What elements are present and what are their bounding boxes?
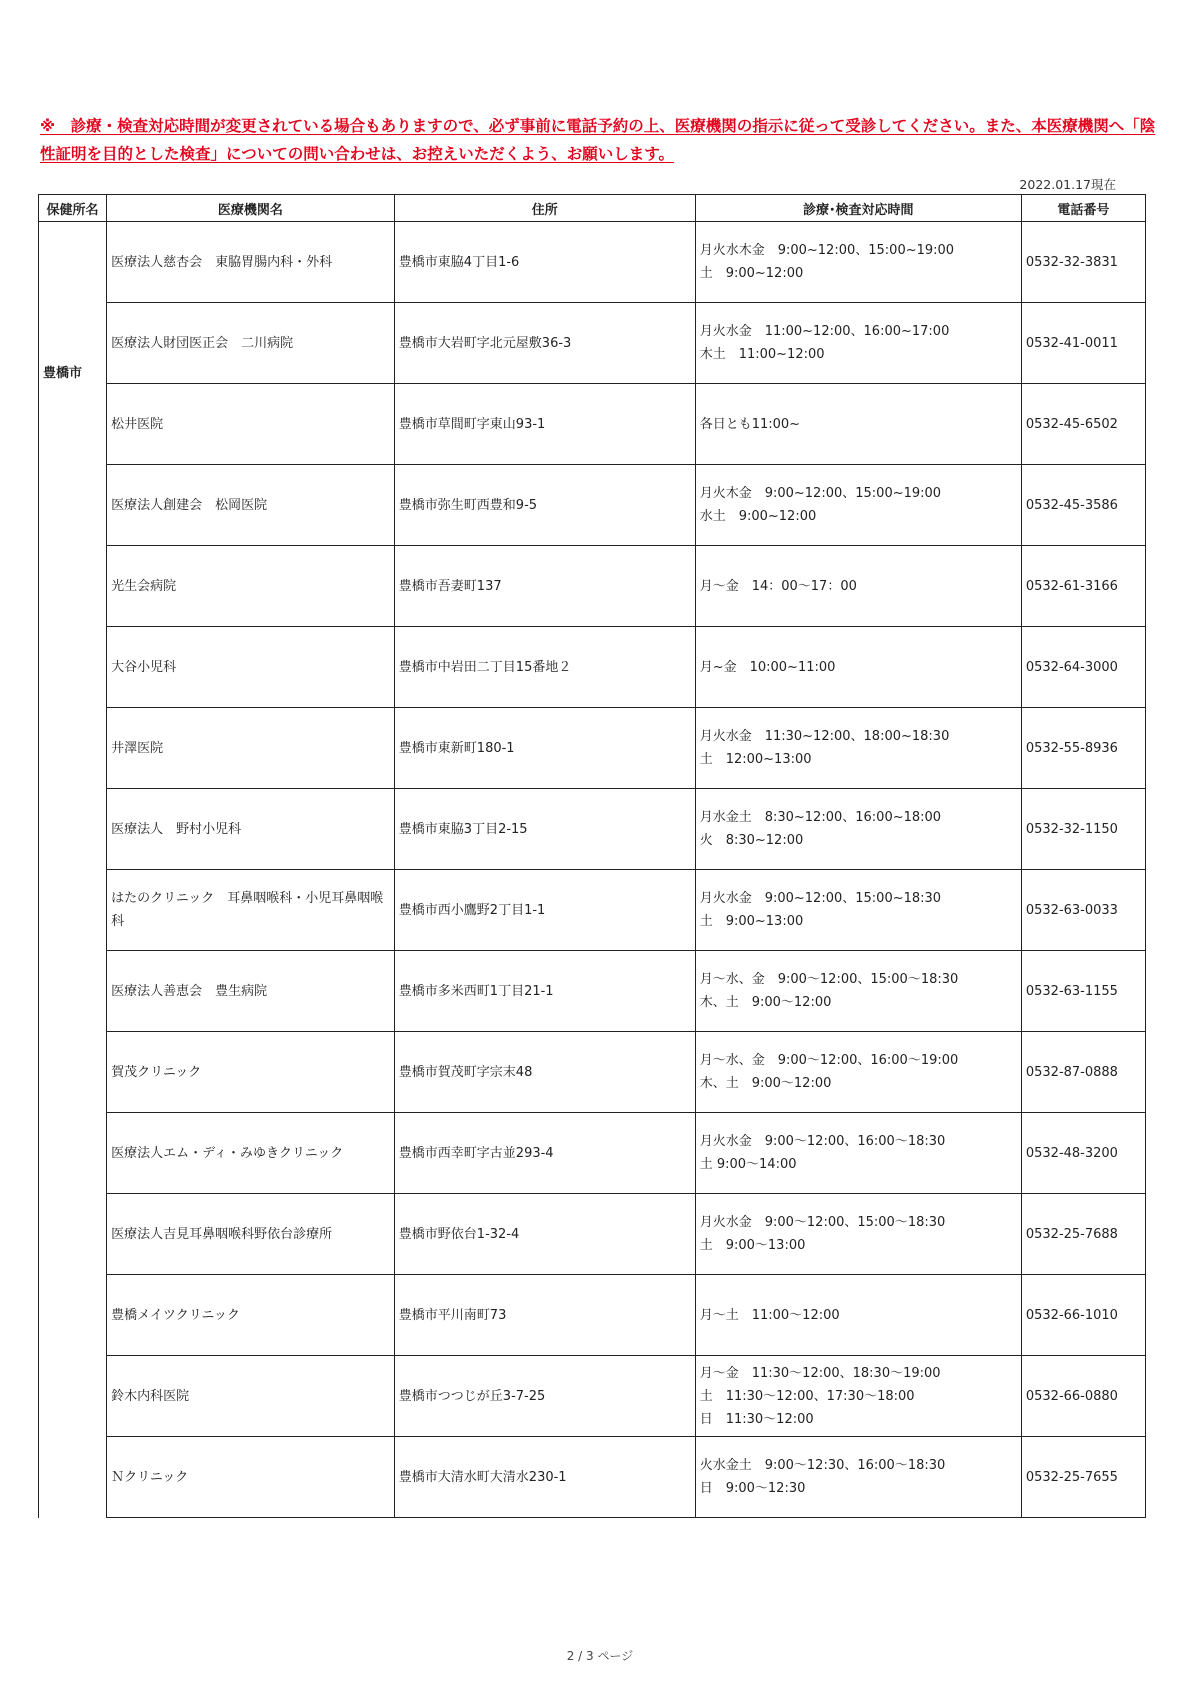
as-of-date: 2022.01.17現在 [1019, 177, 1116, 192]
table-row [39, 951, 1146, 1032]
address-cell: 豊橋市東新町180-1 [394, 708, 695, 789]
hours-cell: 月～水、金 9:00～12:00、16:00～19:00 木、土 9:00～12:00 [695, 1032, 1021, 1113]
phone-cell: 0532-41-0011 [1021, 303, 1145, 384]
address-cell: 豊橋市つつじが丘3-7-25 [394, 1356, 695, 1437]
address-cell: 豊橋市大岩町字北元屋敷36-3 [394, 303, 695, 384]
address-cell: 豊橋市草間町字東山93-1 [394, 384, 695, 465]
phone-cell: 0532-87-0888 [1021, 1032, 1145, 1113]
table-row [39, 1113, 1146, 1194]
address-cell: 豊橋市吾妻町137 [394, 546, 695, 627]
phone-cell: 0532-32-1150 [1021, 789, 1145, 870]
institution-name-cell: 医療法人善恵会 豊生病院 [107, 951, 395, 1032]
hours-cell: 月～土 11:00～12:00 [695, 1275, 1021, 1356]
phone-cell: 0532-55-8936 [1021, 708, 1145, 789]
phone-cell: 0532-45-3586 [1021, 465, 1145, 546]
table-row [39, 384, 1146, 465]
table-body [39, 222, 1146, 1518]
column-header-institution: 医療機関名 [107, 195, 395, 222]
institution-name-cell: Ｎクリニック [107, 1437, 395, 1518]
hours-cell: 月火水金 9:00～12:00、15:00～18:30 土 9:00～13:00 [695, 1194, 1021, 1275]
institution-name-cell: 豊橋メイツクリニック [107, 1275, 395, 1356]
address-cell: 豊橋市西小鷹野2丁目1-1 [394, 870, 695, 951]
clinic-table [38, 194, 1146, 1518]
hours-cell: 月火水金 9:00~12:00、15:00~18:30 土 9:00~13:00 [695, 870, 1021, 951]
phone-cell: 0532-25-7655 [1021, 1437, 1145, 1518]
institution-name-cell: 医療法人慈杏会 東脇胃腸内科・外科 [107, 222, 395, 303]
hours-cell: 月～金 14：00～17：00 [695, 546, 1021, 627]
institution-name-cell: 医療法人エム・ディ・みゆきクリニック [107, 1113, 395, 1194]
table-row [39, 1275, 1146, 1356]
table-row [39, 1194, 1146, 1275]
column-header-hours: 診療･検査対応時間 [695, 195, 1021, 222]
phone-cell: 0532-25-7688 [1021, 1194, 1145, 1275]
address-cell: 豊橋市東脇3丁目2-15 [394, 789, 695, 870]
hours-cell: 月火水金 11:00~12:00、16:00~17:00 木土 11:00~12:00 [695, 303, 1021, 384]
institution-name-cell: 松井医院 [107, 384, 395, 465]
address-cell: 豊橋市西幸町字古並293-4 [394, 1113, 695, 1194]
column-header-phone: 電話番号 [1021, 195, 1145, 222]
address-cell: 豊橋市弥生町西豊和9-5 [394, 465, 695, 546]
table-header-row [39, 195, 1146, 222]
phone-cell: 0532-32-3831 [1021, 222, 1145, 303]
address-cell: 豊橋市多米西町1丁目21-1 [394, 951, 695, 1032]
table-row [39, 303, 1146, 384]
institution-name-cell: 鈴木内科医院 [107, 1356, 395, 1437]
hours-cell: 月火水金 11:30~12:00、18:00~18:30 土 12:00~13:00 [695, 708, 1021, 789]
phone-cell: 0532-61-3166 [1021, 546, 1145, 627]
table-row [39, 627, 1146, 708]
institution-name-cell: 井澤医院 [107, 708, 395, 789]
notice-text: ※ 診療・検査対応時間が変更されている場合もありますので、必ず事前に電話予約の上、医療機関の指示に従って受診してください。また、本医療機関へ「陰性証明を目的とした検査」についての問い合わせは、お控えいただくよう、お願いします。 [40, 117, 1156, 163]
table-row [39, 1356, 1146, 1437]
institution-name-cell: はたのクリニック 耳鼻咽喉科・小児耳鼻咽喉科 [107, 870, 395, 951]
phone-cell: 0532-66-0880 [1021, 1356, 1145, 1437]
institution-name-cell: 医療法人創建会 松岡医院 [107, 465, 395, 546]
table-row [39, 870, 1146, 951]
column-header-health-center: 保健所名 [39, 195, 107, 222]
table-row [39, 222, 1146, 303]
hours-cell: 月~金 10:00~11:00 [695, 627, 1021, 708]
phone-cell: 0532-63-1155 [1021, 951, 1145, 1032]
hours-cell: 月～金 11:30～12:00、18:30～19:00 土 11:30～12:00、17:30～18:00 日 11:30～12:00 [695, 1356, 1021, 1437]
institution-name-cell: 医療法人 野村小児科 [107, 789, 395, 870]
health-center-cell: 豊橋市 [39, 222, 107, 1518]
institution-name-cell: 賀茂クリニック [107, 1032, 395, 1113]
hours-cell: 月火水金 9:00～12:00、16:00～18:30 土 9:00～14:00 [695, 1113, 1021, 1194]
hours-cell: 月～水、金 9:00～12:00、15:00～18:30 木、土 9:00～12:00 [695, 951, 1021, 1032]
address-cell: 豊橋市野依台1-32-4 [394, 1194, 695, 1275]
table-row [39, 789, 1146, 870]
institution-name-cell: 大谷小児科 [107, 627, 395, 708]
hours-cell: 各日とも11:00~ [695, 384, 1021, 465]
hours-cell: 火水金土 9:00～12:30、16:00～18:30 日 9:00～12:30 [695, 1437, 1021, 1518]
address-cell: 豊橋市大清水町大清水230-1 [394, 1437, 695, 1518]
institution-name-cell: 医療法人財団医正会 二川病院 [107, 303, 395, 384]
table-row [39, 1437, 1146, 1518]
phone-cell: 0532-48-3200 [1021, 1113, 1145, 1194]
table-row [39, 1032, 1146, 1113]
column-header-address: 住所 [394, 195, 695, 222]
address-cell: 豊橋市平川南町73 [394, 1275, 695, 1356]
page-footer: 2 / 3 ページ [566, 1649, 634, 1663]
hours-cell: 月火木金 9:00~12:00、15:00~19:00 水土 9:00~12:00 [695, 465, 1021, 546]
phone-cell: 0532-63-0033 [1021, 870, 1145, 951]
address-cell: 豊橋市賀茂町字宗末48 [394, 1032, 695, 1113]
institution-name-cell: 医療法人吉見耳鼻咽喉科野依台診療所 [107, 1194, 395, 1275]
table-row [39, 546, 1146, 627]
address-cell: 豊橋市東脇4丁目1-6 [394, 222, 695, 303]
address-cell: 豊橋市中岩田二丁目15番地２ [394, 627, 695, 708]
phone-cell: 0532-66-1010 [1021, 1275, 1145, 1356]
institution-name-cell: 光生会病院 [107, 546, 395, 627]
phone-cell: 0532-64-3000 [1021, 627, 1145, 708]
table-row [39, 465, 1146, 546]
hours-cell: 月火水木金 9:00~12:00、15:00~19:00 土 9:00~12:00 [695, 222, 1021, 303]
hours-cell: 月水金土 8:30~12:00、16:00~18:00 火 8:30~12:00 [695, 789, 1021, 870]
table-row [39, 708, 1146, 789]
phone-cell: 0532-45-6502 [1021, 384, 1145, 465]
